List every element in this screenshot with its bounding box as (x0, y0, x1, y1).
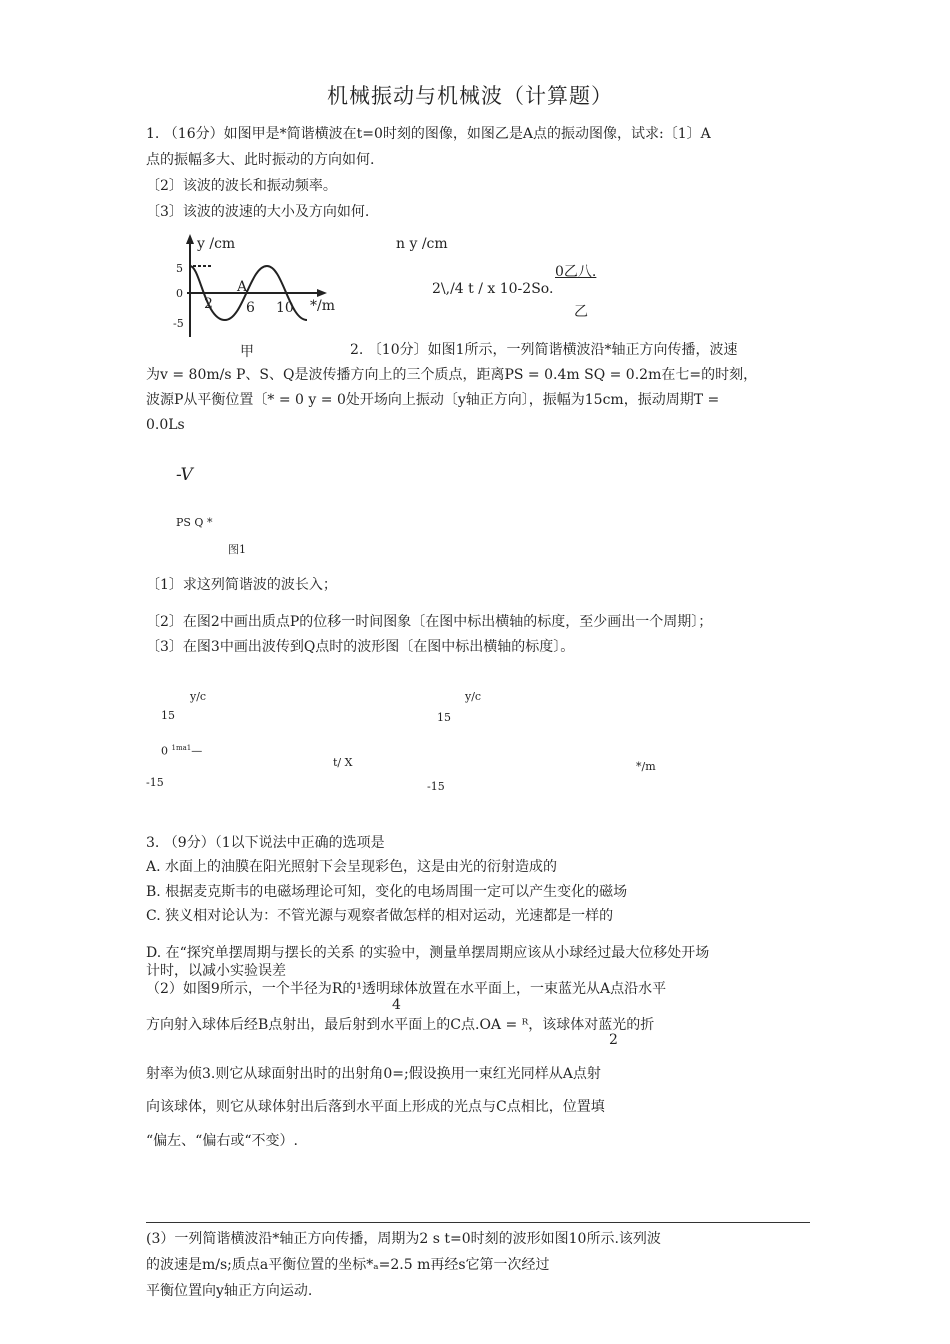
q3-part3-line2: 的波速是m/s;质点a平衡位置的坐标*ₐ=2.5 m再经s它第一次经过 (146, 1257, 550, 1273)
fig-jia-y-max: 5 (176, 262, 183, 275)
fig-jia-y-label: y /cm (197, 236, 236, 252)
q3-option-b: B. 根据麦克斯韦的电磁场理论可知，变化的电场周围一定可以产生变化的磁场 (146, 884, 628, 900)
q2-sub3: 〔3〕在图3中画出波传到Q点时的波形图〔在图中标出横轴的标度〕。 (146, 639, 575, 655)
y-axis-arrow (186, 234, 194, 244)
fig-yi-caption: 乙 (574, 304, 588, 320)
fig-jia-tick-10: 10 (276, 300, 294, 316)
page-title: 机械振动与机械波（计算题） (327, 84, 613, 108)
q2-line3: 波源P从平衡位置〔* = 0 y = 0处开场向上振动〔y轴正方向〕，振幅为15cm，振动周期T = (146, 392, 720, 408)
q2-line1: 2. 〔10分〕如图1所示，一列简谐横波沿*轴正方向传播，波速 (350, 342, 738, 358)
q3-option-d-line1: D. 在“探究单摆周期与摆长的关系 的实验中，测量单摆周期应该从小球经过最大位移处开场 (146, 945, 710, 961)
q2-line2: 为v = 80m/s P、S、Q是波传播方向上的三个质点，距离PS = 0.4m SQ = 0.2m在七=的时刻， (146, 367, 758, 383)
fig-yi-y-label: n y /cm (396, 236, 448, 252)
fig1-caption: 图1 (228, 543, 246, 556)
q2-sub2: 〔2〕在图2中画出质点P的位移一时间图象〔在图中标出横轴的标度，至少画出一个周期〕； (146, 614, 713, 630)
q1-line3: 〔2〕该波的波长和振动频率。 (146, 178, 337, 194)
q1-line2: 点的振幅多大、此时振动的方向如何. (146, 152, 375, 168)
fig-jia-caption: 甲 (240, 344, 254, 360)
q3-option-d-line2: 计时，以减小实验误差 (146, 963, 286, 979)
fig-jia-y-min: -5 (173, 317, 184, 330)
fig-jia-tick-6: 6 (246, 300, 255, 316)
q3-part2-line1: （2）如图9所示，一个半径为R的¹透明球体放置在水平面上，一束蓝光从A点沿水平 (146, 981, 667, 997)
q3-option-c: C. 狭义相对论认为：不管光源与观察者做怎样的相对运动，光速都是一样的 (146, 908, 614, 924)
q3-option-a: A. 水面上的油膜在阳光照射下会呈现彩色，这是由光的衍射造成的 (146, 859, 558, 875)
fig3-x-label: */m (636, 760, 656, 773)
fig-jia-tick-2: 2 (204, 296, 213, 312)
q1-line1: 1. （16分）如图甲是*简谐横波在t=0时刻的图像，如图乙是A点的振动图像，试求:〔1〕A (146, 126, 711, 142)
fig-yi-garble2: 2\,/4 t / x 10-2So. (432, 281, 554, 297)
q3-part2-line3: 射率为侦3.则它从球面射出时的出射角0=;假设换用一束红光同样从A点射 (146, 1066, 601, 1082)
q2-sub1: 〔1〕求这列简谐波的波长入； (146, 577, 337, 593)
fig3-y-label: y/c (465, 690, 482, 703)
fig2-y-label: y/c (190, 690, 207, 703)
divider-line (146, 1222, 810, 1223)
q3-part3-line1: (3）一列简谐横波沿*轴正方向传播，周期为2 s t=0时刻的波形如图10所示.该列波 (146, 1231, 661, 1247)
fig2-origin: 0 $^{1ma1}$— (161, 744, 203, 758)
fig2-x-label: t/ X (333, 756, 353, 769)
fig3-y-max: 15 (437, 711, 451, 724)
q1-line4: 〔3〕该波的波速的大小及方向如何. (146, 204, 370, 220)
fig-jia-point-a: A (237, 279, 248, 295)
figure-jia (165, 232, 355, 342)
fig2-y-min: -15 (146, 776, 164, 789)
x-axis-arrow (317, 289, 327, 297)
q3-part2-fraction-den: 2 (609, 1032, 618, 1048)
q3-stem: 3. （9分）（1以下说法中正确的选项是 (146, 835, 385, 851)
fig-jia-y-zero: 0 (176, 287, 183, 300)
q3-part2-line5: “偏左、“偏右或“不变）. (146, 1133, 298, 1149)
fig3-y-min: -15 (427, 780, 445, 793)
fig1-velocity: -V (176, 465, 193, 485)
q3-part2-line2: 方向射入球体后经B点射出，最后射到水平面上的C点.OA = ᴿ，该球体对蓝光的折 (146, 1017, 655, 1033)
fig1-points: PS Q * (176, 516, 213, 529)
fig-jia-x-label: */m (310, 298, 335, 314)
q3-part3-line3: 平衡位置向y轴正方向运动. (146, 1283, 313, 1299)
q3-part2-fraction-num: 4 (392, 997, 401, 1013)
fig-yi-garble1: 0乙八. (555, 264, 597, 280)
q2-line4: 0.0Ls (146, 417, 185, 433)
q3-part2-line4: 向该球体，则它从球体射出后落到水平面上形成的光点与C点相比，位置填 (146, 1099, 605, 1115)
fig2-y-max: 15 (161, 709, 175, 722)
